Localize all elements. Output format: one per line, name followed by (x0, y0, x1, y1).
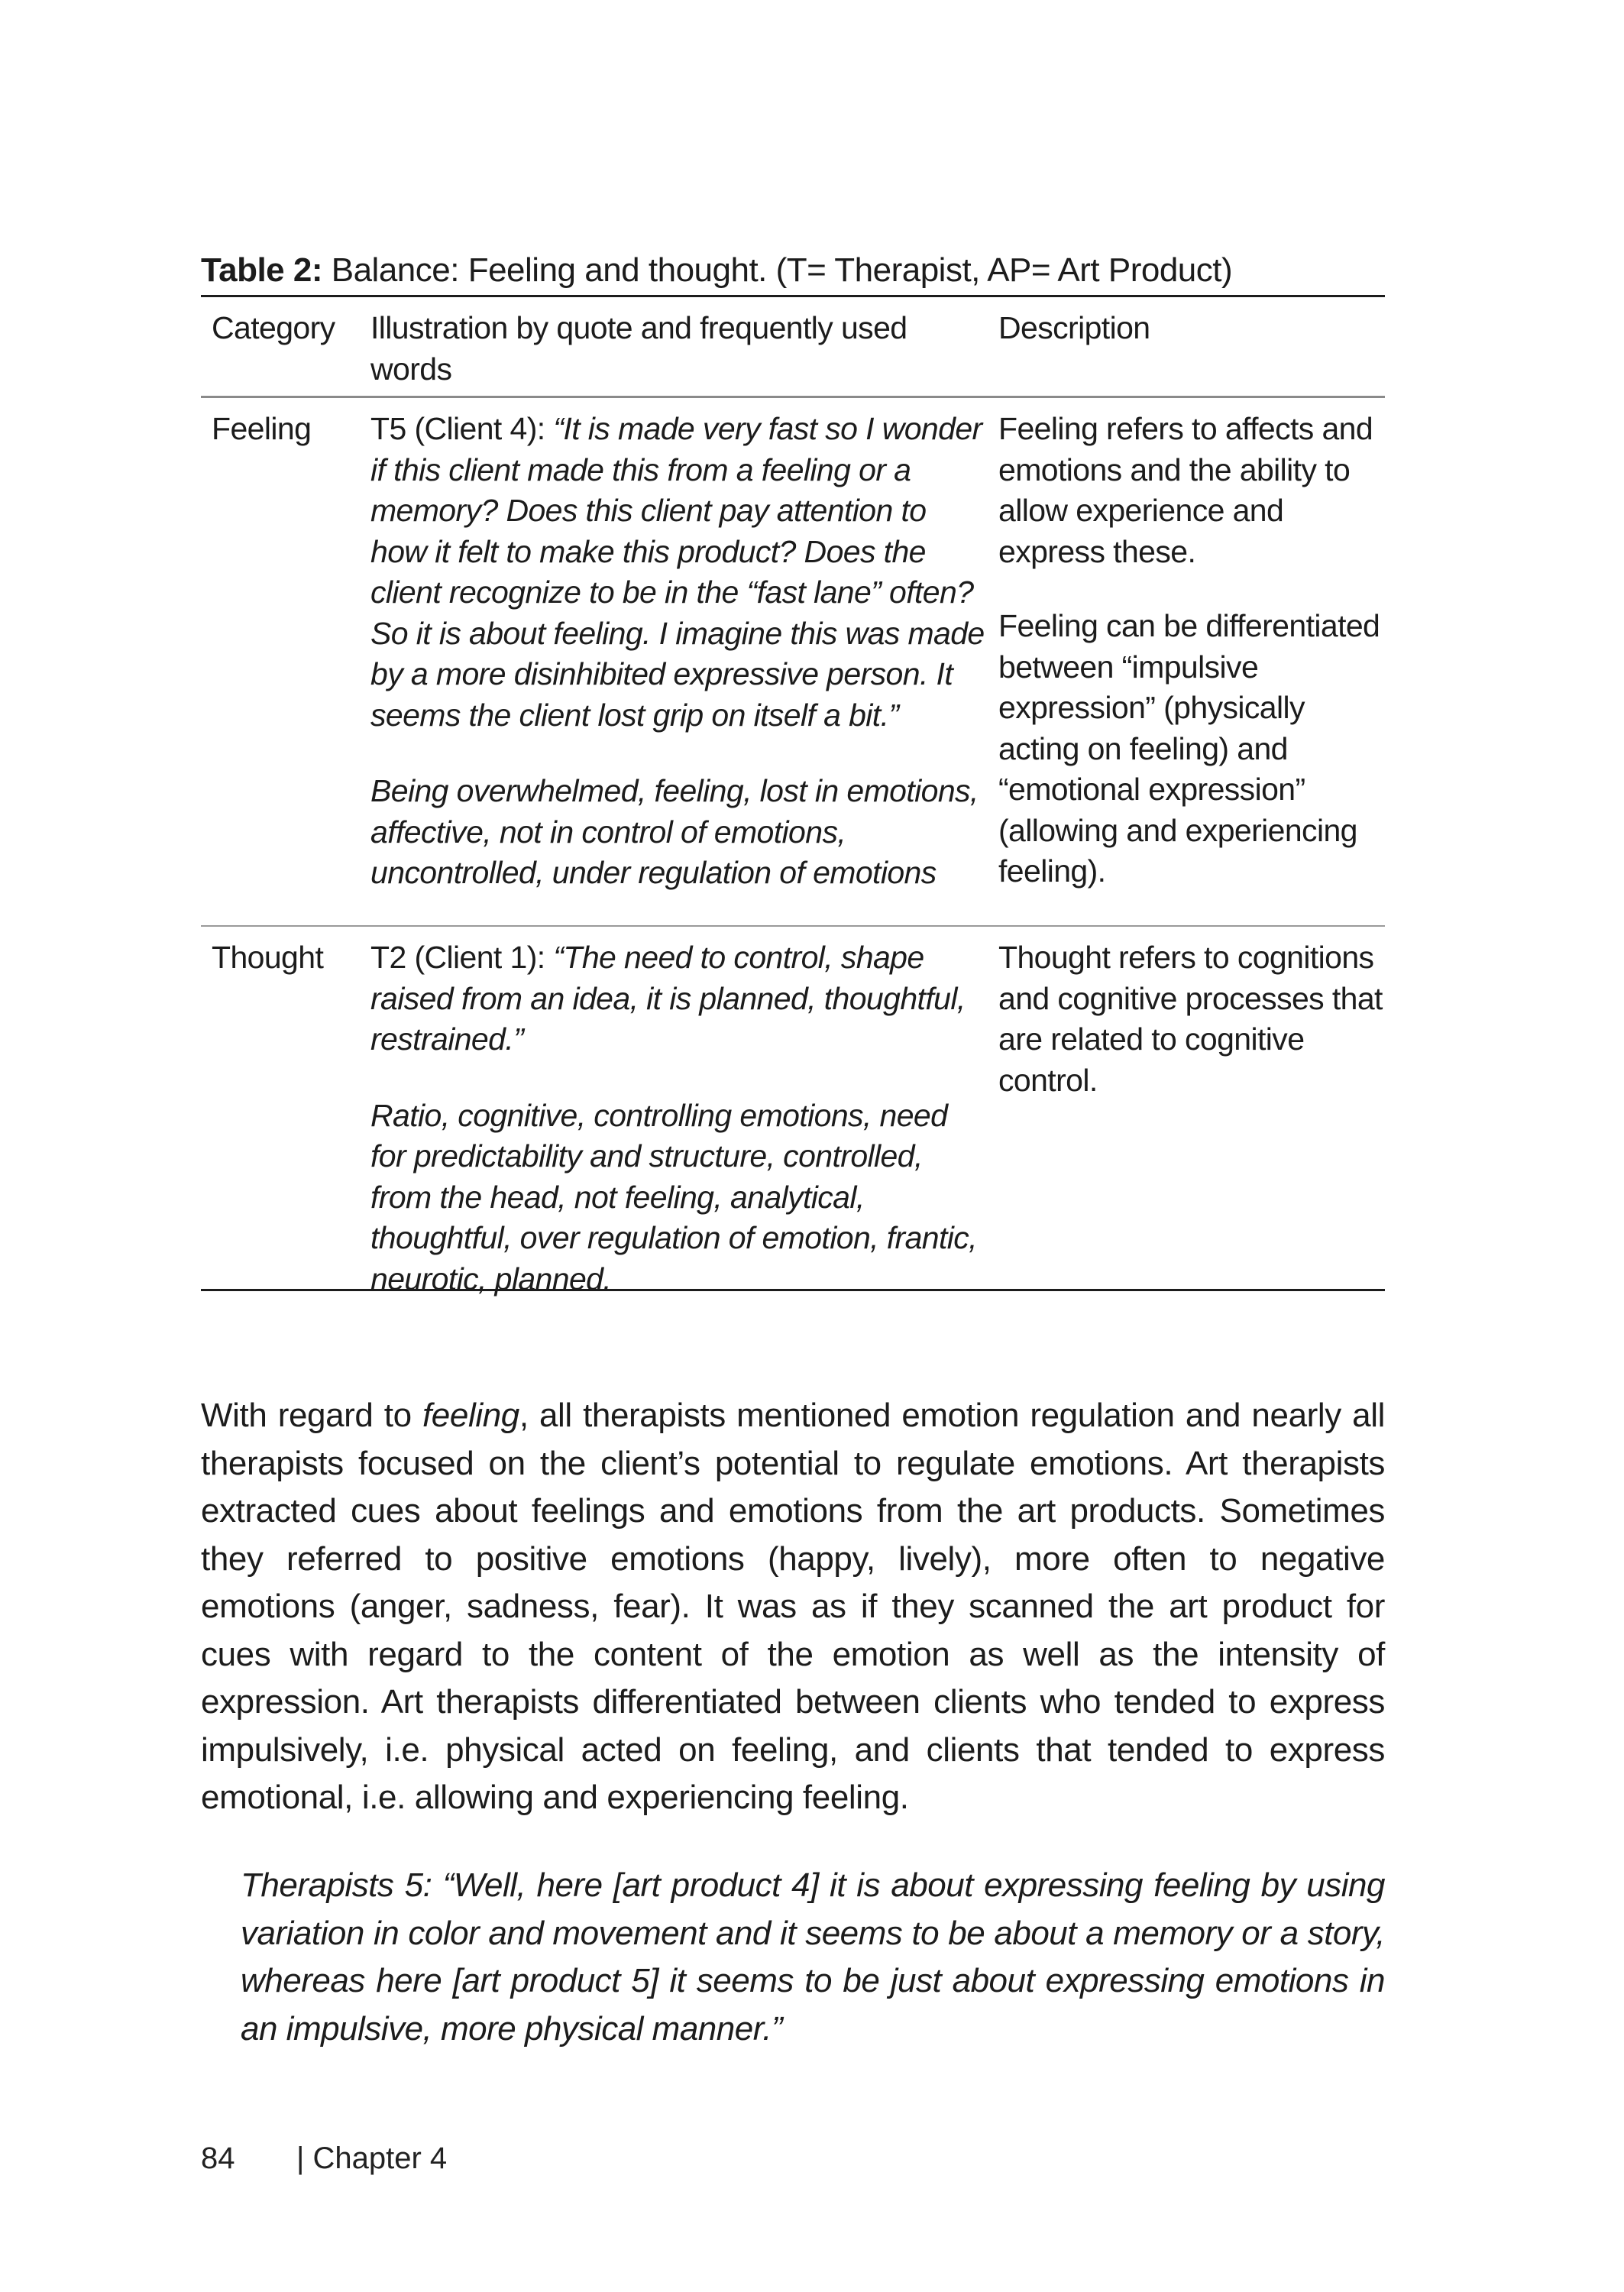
page-number: 84 (201, 2141, 235, 2175)
quote-source: T2 (Client 1): (370, 940, 554, 975)
header-description: Description (998, 310, 1150, 345)
header-category: Category (212, 310, 335, 345)
body-lead: With regard to (201, 1397, 422, 1434)
illustration-cell (370, 398, 998, 925)
quote-body: “It is made very fast so I wonder if this client made this from a feeling or a memory? Does this client pay attention to how it felt to make this product? Does the client recognize to be in the “fast lane” often? So it is about feeling. I imagine this was made by a more disinhibited expressive person. It seems the client lost grip on itself a bit.” (370, 411, 985, 733)
description-cell (998, 398, 1385, 925)
table-row-thought (201, 927, 1385, 1297)
description-paragraph: Feeling can be differentiated between “impulsive expression” (physically acting on feeling) and “emotional expression” (allowing and experiencing feeling). (998, 608, 1380, 889)
description-paragraph: Thought refers to cognitions and cognitive processes that are related to cognitive control. (998, 940, 1383, 1098)
table-row-feeling (201, 398, 1385, 927)
category-cell: Thought (212, 940, 324, 975)
quote-body: “The need to control, shape raised from an idea, it is planned, thoughtful, restrained.” (370, 940, 966, 1057)
frequent-words: Being overwhelmed, feeling, lost in emotions, affective, not in control of emotions, uncontrolled, under regulation of emotions (370, 773, 979, 890)
table-caption-label: Table 2: (201, 251, 323, 289)
balance-table (201, 295, 1385, 1297)
chapter-label: | Chapter 4 (296, 2141, 448, 2175)
table-header-row (201, 297, 1385, 398)
table-caption-text: Balance: Feeling and thought. (T= Therapist, AP= Art Product) (322, 251, 1233, 289)
illustration-cell (370, 927, 998, 1297)
body-paragraph (201, 1392, 1385, 1822)
header-illustration: Illustration by quote and frequently used words (370, 310, 907, 387)
block-quote: Therapists 5: “Well, here [art product 4] it is about expressing feeling by using variation in color and movement and it seems to be about a memory or a story, whereas here [art product 5] it seems to be just about expressing emotions in an impulsive, more physical manner.” (241, 1866, 1385, 2048)
frequent-words: Ratio, cognitive, controlling emotions, need for predictability and structure, controlled, from the head, not feeling, analytical, thoughtful, over regulation of emotion, frantic, neurotic, planned. (370, 1097, 977, 1297)
body-emphasis: feeling (422, 1397, 519, 1434)
table-caption (201, 249, 1385, 292)
quote-text (370, 937, 985, 1060)
category-cell: Feeling (212, 411, 312, 446)
description-cell (998, 927, 1385, 1289)
body-text: , all therapists mentioned emotion regulation and nearly all therapists focused on the client’s potential to regulate emotions. Art therapists extracted cues about feelings and emotions from the art products. Sometimes they referred to positive emotions (happy, lively), more often to negative emotions (anger, sadness, fear). It was as if they scanned the art product for cues with regard to the content of the emotion as well as the intensity of expression. Art therapists differentiated between clients who tended to express impulsively, i.e. physical acted on feeling, and clients that tended to express emotional, i.e. allowing and experiencing feeling. (201, 1397, 1385, 1816)
quote-text (370, 409, 985, 736)
description-paragraph: Feeling refers to affects and emotions and the ability to allow experience and express these. (998, 411, 1373, 569)
quote-source: T5 (Client 4): (370, 411, 554, 446)
